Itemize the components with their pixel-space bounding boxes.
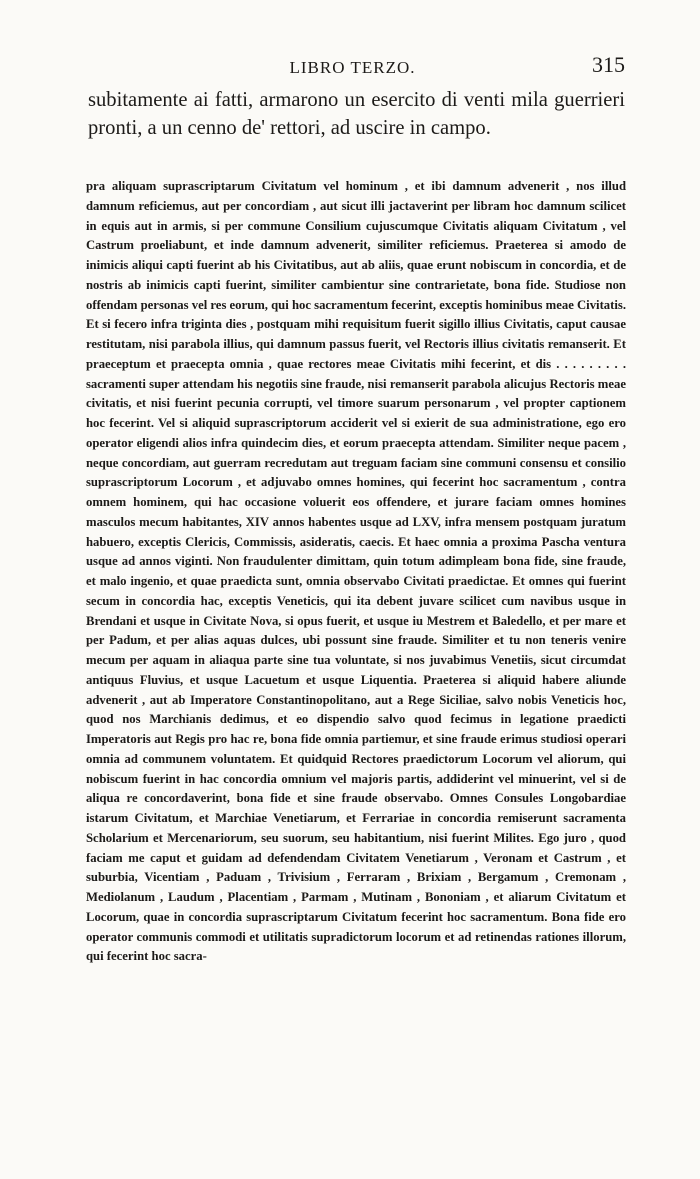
running-head <box>80 52 625 82</box>
main-text-paragraph: subitamente ai fatti, armarono un esercito di venti mila guerrieri pronti, a un cenno de' rettori, ad uscire in campo. <box>88 89 625 139</box>
footnote-latin-text: pra aliquam suprascriptarum Civitatum vel hominum , et ibi damnum advenerit , nos illud damnum reficiemus, aut per concordiam , aut sicut illi jactaverint per libram hoc damnum scilicet in equis aut in armis, si per commune Consilium cujuscumque Civitatis aliquam Civitatum , vel Castrum proeliabunt, et inde damnum advenerit, similiter reficiemus. Praeterea si amodo de inimicis aliqui capti fuerint ab his Civitatibus, aut ab aliis, quae erunt nobiscum in concordia, et de nostris ab inimicis capti fuerint, similiter cambientur sine contrarietate, bona fide. Studiose non offendam personas vel res eorum, qui hoc sacramentum fecerint, exceptis hominibus meae Civitatis. Et si fecero infra triginta dies , postquam mihi requisitum fuerit sigillo illius Civitatis, caput causae restitutam, nisi parabola illius, qui damnum passus fuerit, vel Rectoris illius civitatis remanserit. Et praeceptum et praecepta omnia , quae rectores meae Civitatis mihi fecerint, et dis . . . . . . . . . sacramenti super attendam his negotiis sine fraude, nisi remanserit parabola alicujus Rectoris meae civitatis, et nisi fuerint pecunia corrupti, vel timore suarum personarum , vel propter captionem hoc fecerint. Vel si aliquid suprascriptorum acciderit vel si exierit de sua administratione, ego ero operator eligendi alios infra quindecim dies, et eorum praecepta attendam. Similiter neque pacem , neque concordiam, aut guerram recredutam aut treguam faciam sine communi consensu et consilio suprascriptorum Locorum , et adjuvabo omnes homines, qui fecerint hoc sacramentum , contra omnem hominem, qui hac occasione voluerit eos offendere, et jurare faciam omnes homines masculos mecum habitantes, XIV annos habentes usque ad LXV, infra mensem postquam juratum habuero, exceptis Clericis, Commissis, asideratis, caecis. Et haec omnia a proxima Pascha ventura usque ad annos viginti. Non fraudulenter dimittam, quin totum adimpleam bona fide, sine fraude, et malo ingenio, et quae praedicta sunt, omnia observabo Civitati praedictae. Et omnes qui fuerint secum in concordia hac, exceptis Veneticis, qui ita debent juvare scilicet cum navibus usque in Brendani et usque in Civitate Nova, si opus fuerit, et usque iu Mestrem et Baledello, et per mare et per Padum, et per alias aquas dulces, ubi possunt sine fraude. Similiter et tu non teneris venire mecum per aquam in aliaqua parte sine tua voluntate, si nos juvabimus Venetiis, sicut circumdat antiquus Fluvius, et usque Lacuetum et usque Liquentia. Praeterea si aliquid habere aliunde advenerit , aut ab Imperatore Constantinopolitano, aut a Rege Siciliae, salvo nobis Veneticis hoc, quod nos Marchianis dedimus, et eo dispendio salvo quod fecimus in legatione praedicti Imperatoris aut Regis pro hac re, bona fide omnia partiemur, et sine fraude erimus studiosi operari omnia ad communem voluntatem. Et quidquid Rectores praedictorum Locorum vel aliorum, qui nobiscum fuerint in hac concordia omnium vel majoris partis, addiderint vel minuerint, vel si de aliqua re concordaverint, bona fide et sine fraude observabo. Omnes Consules Longobardiae istarum Civitatum, et Marchiae Venetiarum, et Ferrariae in concordia remiserunt sacramenta Scholarium et Mercenariorum, seu suorum, seu habitantium, nisi fuerint Milites. Ego juro , quod faciam me caput et guidam ad defendendam Civitatem Venetiarum , Veronam et Castrum , et suburbia, Vicentiam , Paduam , Trivisium , Ferraram , Brixiam , Bergamum , Cremonam , Mediolanum , Laudum , Placentiam , Parmam , Mutinam , Bononiam , et aliarum Civitatum et Locorum, quae in concordia suprascriptarum Civitatum fecerint hoc sacramentum. Bona fide ero operator communis commodi et utilitatis supradictorum locorum et ad retinendas rationes illorum, qui fecerint hoc sacra- <box>86 179 626 964</box>
running-title: LIBRO TERZO. <box>289 58 416 77</box>
page-number: 315 <box>592 52 625 77</box>
